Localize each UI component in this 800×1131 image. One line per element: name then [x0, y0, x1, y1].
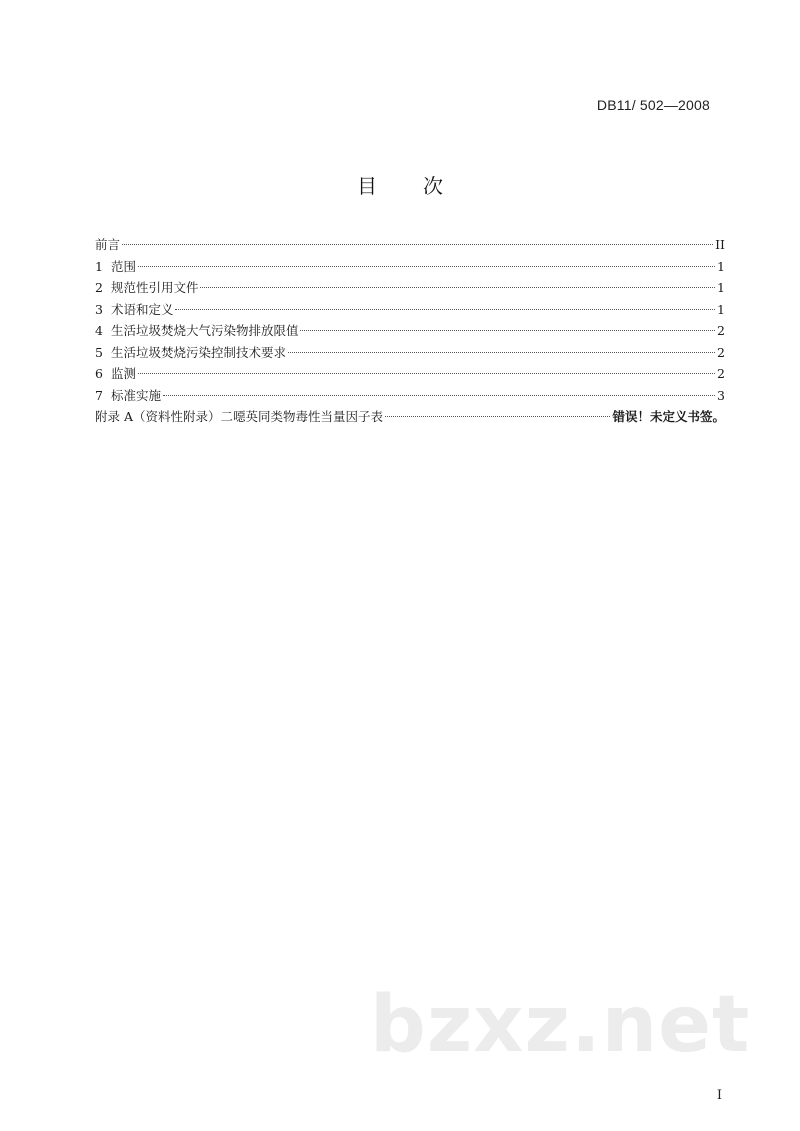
toc-entry-label: 术语和定义 [110, 301, 174, 317]
toc-entry-label: 生活垃圾焚烧大气污染物排放限值 [110, 323, 299, 338]
toc-entry-page: 2 [717, 323, 725, 338]
toc-title [0, 170, 800, 199]
toc-entry-terms-definitions[interactable] [95, 299, 725, 321]
toc-entry-implementation[interactable] [95, 385, 725, 407]
page-number: I [716, 1088, 722, 1103]
toc-entry-label: 监测 [110, 366, 136, 381]
toc-entry-page: 3 [717, 387, 725, 403]
toc-entry-monitoring[interactable] [95, 363, 725, 385]
toc-leader-dots [122, 244, 713, 245]
toc-entry-number: 2 [95, 280, 103, 295]
toc-entry-preface[interactable] [95, 234, 725, 256]
toc-entry-appendix-a[interactable] [95, 406, 725, 428]
toc-entry-number: 6 [95, 366, 103, 381]
toc-leader-dots [163, 395, 715, 396]
toc-entry-label: 前言 [95, 237, 121, 252]
toc-entry-label: 附录 A（资料性附录）二噁英同类物毒性当量因子表 [95, 409, 384, 424]
toc-leader-dots [175, 309, 715, 310]
toc-entry-control-requirements[interactable] [95, 342, 725, 364]
toc-leader-dots [300, 330, 715, 331]
toc-entry-number: 3 [95, 301, 103, 317]
toc-leader-dots [385, 416, 610, 417]
toc-entry-normative-references[interactable] [95, 277, 725, 299]
toc-leader-dots [138, 373, 715, 374]
toc-entry-number: 5 [95, 344, 103, 360]
toc-leader-dots [200, 287, 715, 288]
toc-entry-label: 范围 [110, 258, 136, 274]
toc-entry-page: II [715, 237, 725, 252]
toc-entry-emission-limits[interactable] [95, 320, 725, 342]
toc-entry-page: 2 [717, 366, 725, 381]
document-code: DB11/ 502—2008 [596, 97, 710, 113]
toc-entry-page: 1 [717, 258, 725, 274]
toc-entry-page: 2 [717, 344, 725, 360]
toc-entry-page: 1 [717, 280, 725, 295]
table-of-contents [95, 234, 725, 428]
toc-entry-number: 4 [95, 323, 103, 338]
toc-title-part1: 目 [357, 174, 377, 198]
toc-leader-dots [288, 352, 715, 353]
toc-title-part2: 次 [423, 174, 443, 198]
toc-leader-dots [138, 266, 715, 267]
toc-entry-number: 7 [95, 387, 103, 403]
toc-entry-label: 生活垃圾焚烧污染控制技术要求 [110, 344, 286, 360]
toc-entry-page-error: 错误！未定义书签。 [612, 409, 725, 424]
toc-entry-page: 1 [717, 301, 725, 317]
toc-entry-label: 标准实施 [110, 387, 161, 403]
toc-entry-label: 规范性引用文件 [110, 280, 199, 295]
toc-entry-number: 1 [95, 258, 103, 274]
toc-entry-scope[interactable] [95, 256, 725, 278]
watermark: bzxz.net [370, 980, 751, 1070]
